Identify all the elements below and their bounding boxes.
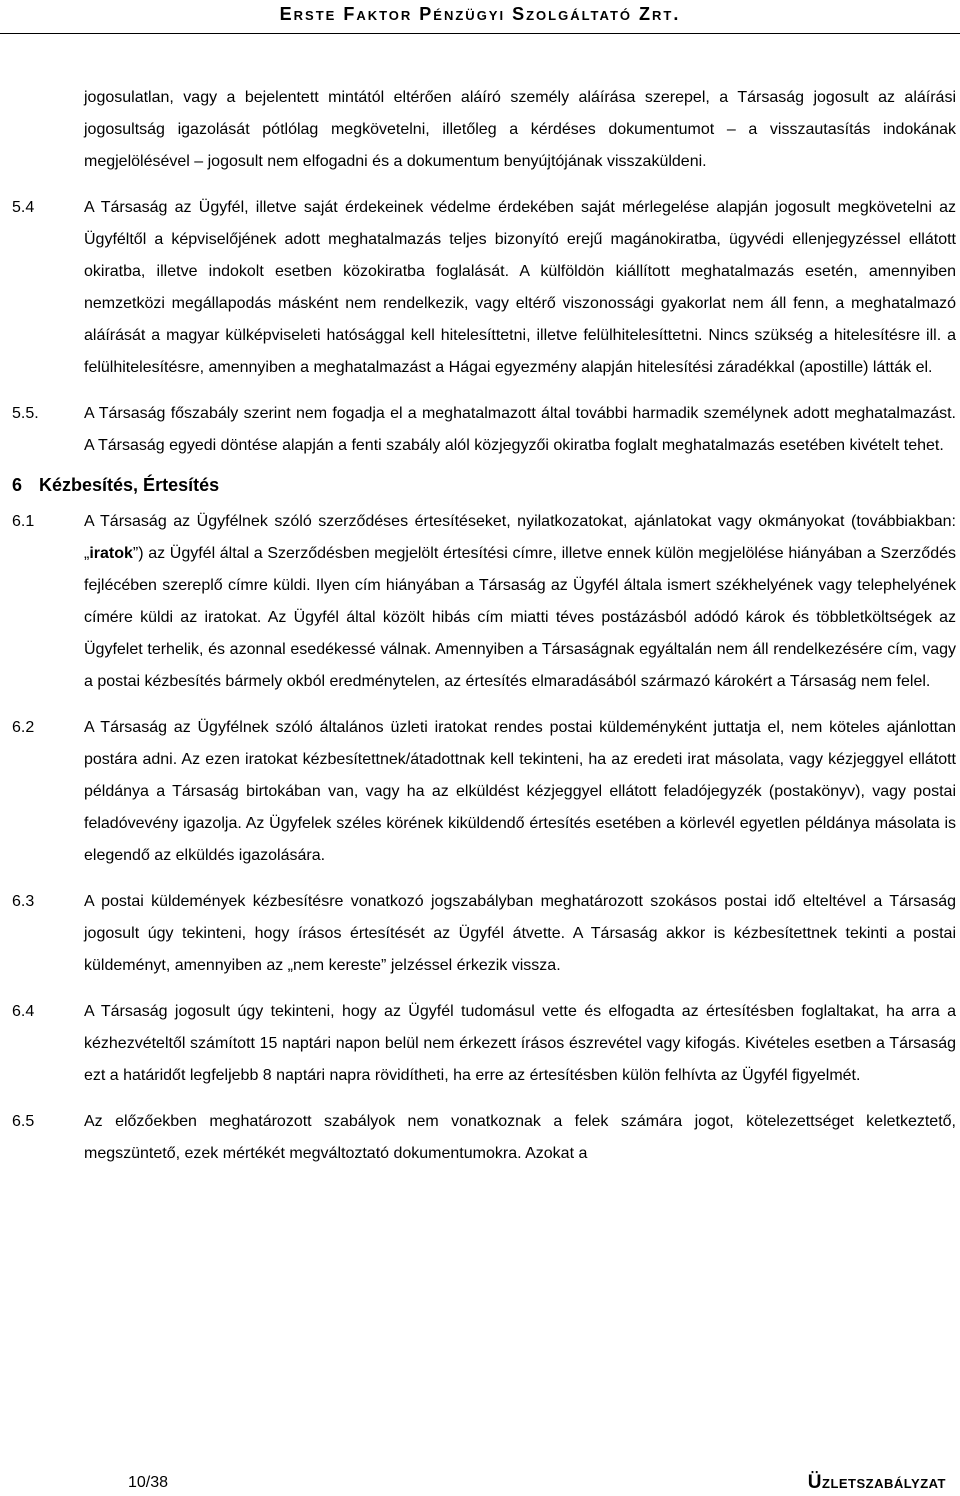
paragraph-6-4: [12, 996, 956, 1092]
footer-title: Üzletszabályzat: [807, 1472, 946, 1493]
paragraph-6-3: [12, 886, 956, 982]
section-heading: [12, 468, 956, 502]
header-divider: [0, 33, 960, 34]
defined-term: iratok: [89, 545, 133, 562]
paragraph-6-2: [12, 712, 956, 872]
paragraph-5-5: [12, 398, 956, 462]
document-body: [12, 82, 956, 1184]
paragraph-text: ”) az Ügyfél által a Szerződésben megjelölt értesítési címre, illetve ennek külön megjelölése hiányában a Szerződés fejlécében szereplő címre küldi. Ilyen cím hiányában a Társaság az Ügyfél általa ismert székhelyének vagy telephelyének címére küldi az iratokat. Az Ügyfél által közölt hibás cím miatti téves postázásból adódó károk és többletköltségek az Ügyfelet terhelik, és azonnal esedékessé válnak. Amennyiben a Társaságnak egyáltalán nem áll rendelkezésére cím, vagy a postai kézbesítés bármely okból eredménytelen, az értesítés elmaradásából származó károkért a Társaság nem felel.: [84, 545, 956, 690]
paragraph-text: A Társaság jogosult úgy tekinteni, hogy az Ügyfél tudomásul vette és elfogadta az értesítésben foglaltakat, ha arra a kézhezvételtől számított 15 naptári napon belül nem érkezett írásos észrevétel vagy kifogás. Kivételes esetben a Társaság ezt a határidőt legfeljebb 8 naptári napra rövidítheti, ha erre az értesítésben külön felhívta az Ügyfél figyelmét.: [84, 1003, 956, 1084]
paragraph-number: 6.5: [12, 1113, 35, 1130]
paragraph-number: 6.2: [12, 719, 35, 736]
paragraph-6-5: [12, 1106, 956, 1170]
paragraph-number: 6.3: [12, 893, 35, 910]
paragraph-number: 6.4: [12, 1003, 35, 1020]
paragraph-text: jogosulatlan, vagy a bejelentett mintától eltérően aláíró személy aláírása szerepel, a Társaság jogosult az aláírási jogosultság igazolását pótlólag megkövetelni, illetőleg a kérdéses dokumentumot – a visszautasítás indokának megjelölésével – jogosult nem elfogadni és a dokumentum benyújtójának visszaküldeni.: [84, 89, 956, 170]
page-number: 10/38: [128, 1474, 169, 1491]
document-header: Erste Faktor Pénzügyi Szolgáltató Zrt.: [279, 4, 681, 24]
paragraph-text: A Társaság az Ügyfélnek szóló szerződéses értesítéseket, nyilatkozatokat, ajánlatokat vagy okmányokat (továbbiakban: „: [84, 513, 956, 562]
section-title: Kézbesítés, Értesítés: [39, 475, 220, 495]
section-number: 6: [12, 475, 23, 495]
paragraph-6-1: [12, 506, 956, 698]
paragraph-5-4: [12, 192, 956, 384]
paragraph-number: 6.1: [12, 513, 35, 530]
paragraph-text: A Társaság az Ügyfélnek szóló általános üzleti iratokat rendes postai küldeményként juttatja el, nem köteles ajánlottan postára adni. Az ezen iratokat kézbesítettnek/átadottnak kell tekinteni, ha az eredeti irat másolata, vagy kézjeggyel ellátott példánya a Társaság birtokában van, vagy ha az elküldést kézjeggyel ellátott feladójegyzék (postakönyv), vagy postai feladóvevény igazolja. Az Ügyfelek széles körének kiküldendő értesítés esetében a körlevél egyetlen példánya másolata is elegendő az elküldés igazolására.: [84, 719, 956, 864]
paragraph-text: A postai küldemények kézbesítésre vonatkozó jogszabályban meghatározott szokásos postai idő elteltével a Társaság jogosult úgy tekinteni, hogy írásos értesítését az Ügyfél átvette. A Társaság akkor is kézbesítettnek tekinti a postai küldeményt, amennyiben az „nem kereste” jelzéssel érkezik vissza.: [84, 893, 956, 974]
paragraph-number: 5.5.: [12, 405, 39, 422]
paragraph-text: Az előzőekben meghatározott szabályok nem vonatkoznak a felek számára jogot, kötelezettséget keletkeztető, megszüntető, ezek mértékét megváltoztató dokumentumokra. Azokat a: [84, 1113, 956, 1162]
paragraph-text: A Társaság főszabály szerint nem fogadja el a meghatalmazott által további harmadik személynek adott meghatalmazást. A Társaság egyedi döntése alapján a fenti szabály alól közjegyzői okiratba foglalt meghatalmazás esetében kivételt tehet.: [84, 405, 956, 454]
paragraph-number: 5.4: [12, 199, 35, 216]
paragraph-continuation: [12, 82, 956, 178]
paragraph-text: A Társaság az Ügyfél, illetve saját érdekeinek védelme érdekében saját mérlegelése alapján jogosult megkövetelni az Ügyféltől a képviselőjének adott meghatalmazás teljes bizonyító erejű magánokiratba, ügyvédi ellenjegyzéssel ellátott okiratba, illetve indokolt esetben közokiratba foglalását. A külföldön kiállított meghatalmazás esetén, amennyiben nemzetközi megállapodás másként nem rendelkezik, vagy eltérő viszonossági gyakorlat nem áll fenn, a meghatalmazó aláírását a magyar külképviseleti hatósággal kell hitelesíttetni, illetve felülhitelesíttetni. Nincs szükség a hitelesítésre ill. a felülhitelesítésre, amennyiben a meghatalmazást a Hágai egyezmény alapján hitelesítési záradékkal (apostille) látták el.: [84, 199, 956, 376]
